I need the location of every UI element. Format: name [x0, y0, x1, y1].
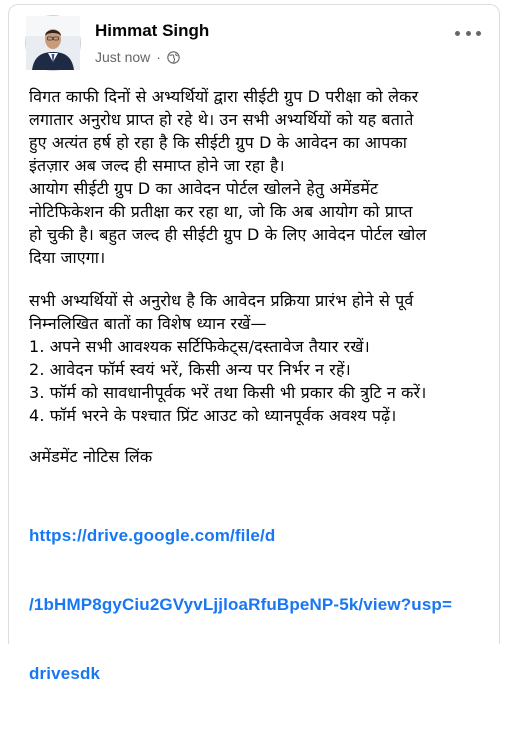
- post-paragraph: सभी अभ्यर्थियों से अनुरोध है कि आवेदन प्रक्रिया प्रारंभ होने से पूर्व निम्नलिखित बातों का विशेष ध्यान रखें— 1. अपने सभी आवश्यक सर्टिफिकेट्स/दस्तावेज तैयार रखें। 2. आवेदन फॉर्म स्वयं भरें, किसी अन्य पर निर्भर न रहें। 3. फॉर्म को सावधानीपूर्वक भरें तथा किसी भी प्रकार की त्रुटि न करें। 4. फॉर्म भरने के पश्चात प्रिंट आउट को ध्यानपूर्वक अवश्य पढ़ें।: [29, 291, 427, 425]
- more-horizontal-icon-dot: [476, 31, 481, 36]
- globe-icon[interactable]: [167, 51, 180, 64]
- paragraph-gap: [29, 269, 507, 289]
- post-body: [29, 85, 507, 731]
- drive-link-line[interactable]: /1bHMP8gyCiu2GVyvLjjloaRfuBpeNP-5k/view?usp=: [29, 595, 453, 614]
- post-card: [8, 4, 500, 683]
- avatar-portrait-icon: [26, 16, 80, 70]
- drive-link[interactable]: [29, 478, 525, 731]
- more-horizontal-icon-dot: [466, 31, 471, 36]
- drive-link-line[interactable]: https://drive.google.com/file/d: [29, 526, 276, 545]
- author-block: [95, 20, 209, 66]
- more-options-button[interactable]: [455, 23, 481, 43]
- post-paragraph: विगत काफी दिनों से अभ्यर्थियों द्वारा सीईटी ग्रुप D परीक्षा को लेकर लगातार अनुरोध प्राप्त हो रहे थे। उन सभी अभ्यर्थियों को यह बताते हुए अत्यंत हर्ष हो रहा है कि सीईटी ग्रुप D के आवेदन का आपका इंतज़ार अब जल्द ही समाप्त होने जा रहा है। आयोग सीईटी ग्रुप D का आवेदन पोर्टल खोलने हेतु अमेंडमेंट नोटिफिकेशन की प्रतीक्षा कर रहा था, जो कि अब आयोग को प्राप्त हो चुकी है। बहुत जल्द ही सीईटी ग्रुप D के लिए आवेदन पोर्टल खोल दिया जाएगा।: [29, 87, 427, 267]
- more-horizontal-icon: [455, 31, 460, 36]
- meta-separator: ·: [156, 49, 161, 65]
- author-name[interactable]: Himmat Singh: [95, 21, 210, 40]
- paragraph-gap: [29, 427, 507, 445]
- post-timestamp[interactable]: Just now: [95, 49, 151, 65]
- drive-link-line[interactable]: drivesdk: [29, 664, 101, 683]
- post-paragraph: अमेंडमेंट नोटिस लिंक: [29, 447, 153, 466]
- post-meta: [95, 48, 209, 66]
- avatar[interactable]: [25, 15, 81, 71]
- post-header: [25, 15, 209, 71]
